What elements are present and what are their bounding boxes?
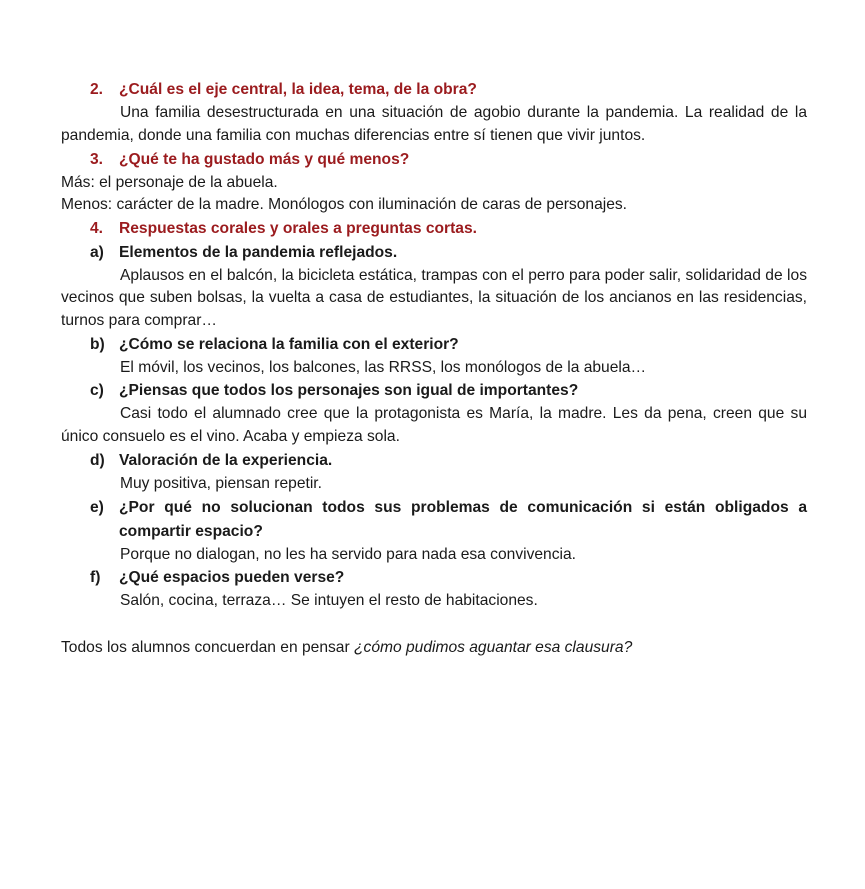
item-f-answer: Salón, cocina, terraza… Se intuyen el resto de habitaciones. (120, 592, 538, 610)
conclusion-paragraph (61, 637, 807, 660)
question-4-heading (61, 217, 807, 241)
conclusion-prefix: Todos los alumnos concuerdan en pensar (61, 638, 354, 656)
document-page (61, 78, 807, 659)
item-b-letter: b) (90, 335, 105, 353)
conclusion-quote: ¿cómo pudimos aguantar esa clausura? (354, 638, 633, 656)
item-a-heading (61, 241, 807, 265)
paragraph-gap (61, 613, 807, 637)
item-e-heading (61, 496, 807, 544)
question-4-number: 4. (90, 219, 104, 237)
item-f-heading (61, 566, 807, 590)
item-d-heading (61, 449, 807, 473)
item-f-question: ¿Qué espacios pueden verse? (119, 569, 345, 587)
item-c-letter: c) (90, 382, 104, 400)
item-d-question: Valoración de la experiencia. (119, 452, 333, 470)
item-c-heading (61, 379, 807, 403)
item-f-letter: f) (90, 569, 101, 587)
question-2-heading (61, 78, 807, 102)
item-d-answer: Muy positiva, piensan repetir. (120, 475, 322, 493)
item-b-heading (61, 333, 807, 357)
question-3-answer-more: Más: el personaje de la abuela. (61, 173, 278, 191)
item-a-answer: Aplausos en el balcón, la bicicleta estática, trampas con el perro para poder salir, solidaridad de los vecinos que suben bolsas, la vuelta a casa de estudiantes, la situación de los ancianos en las residencias, turnos para comprar… (61, 266, 807, 330)
item-e-letter: e) (90, 498, 104, 516)
item-b-answer: El móvil, los vecinos, los balcones, las RRSS, los monólogos de la abuela… (120, 358, 647, 376)
item-e-answer: Porque no dialogan, no les ha servido para nada esa convivencia. (120, 545, 576, 563)
question-3-answer-less: Menos: carácter de la madre. Monólogos con iluminación de caras de personajes. (61, 196, 628, 214)
question-2-number: 2. (90, 81, 104, 98)
item-a-letter: a) (90, 243, 104, 261)
item-d-letter: d) (90, 452, 105, 470)
question-3-number: 3. (90, 150, 104, 168)
item-e-question: ¿Por qué no solucionan todos sus problemas de comunicación si están obligados a compartir espacio? (119, 498, 807, 540)
item-b-question: ¿Cómo se relaciona la familia con el exterior? (119, 335, 459, 353)
item-c-answer: Casi todo el alumnado cree que la protagonista es María, la madre. Les da pena, creen que su único consuelo es el vino. Acaba y empieza sola. (61, 405, 807, 446)
question-2-text: ¿Cuál es el eje central, la idea, tema, de la obra? (119, 81, 477, 98)
question-4-title: Respuestas corales y orales a preguntas cortas. (119, 219, 477, 237)
question-2-answer: Una familia desestructurada en una situación de agobio durante la pandemia. La realidad de la pandemia, donde una familia con muchas diferencias entre sí tienen que vivir juntos. (61, 104, 807, 144)
question-3-heading (61, 148, 807, 172)
item-c-question: ¿Piensas que todos los personajes son igual de importantes? (119, 382, 579, 400)
item-a-question: Elementos de la pandemia reflejados. (119, 243, 398, 261)
question-3-text: ¿Qué te ha gustado más y qué menos? (119, 150, 410, 168)
